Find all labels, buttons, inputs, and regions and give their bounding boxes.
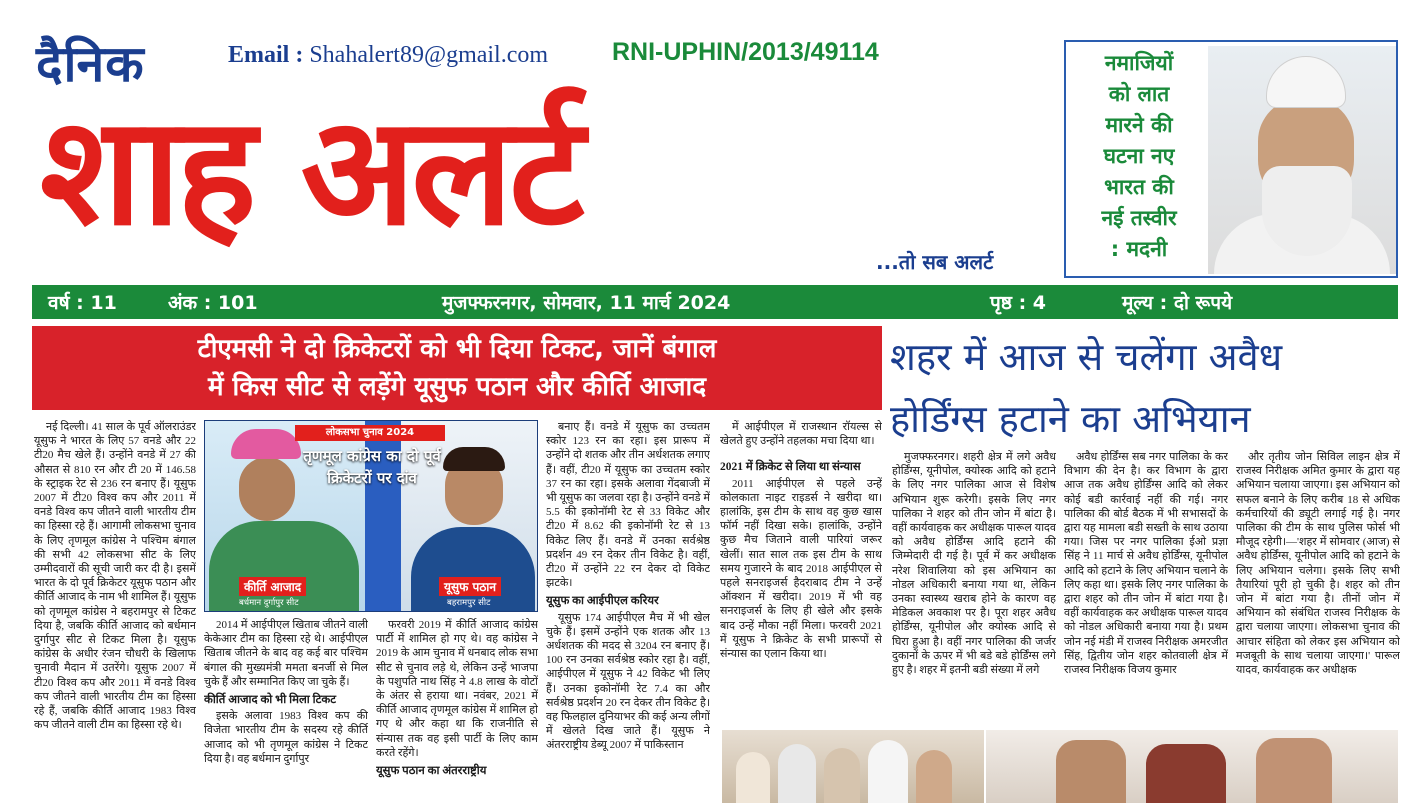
article-paragraph: नई दिल्ली। 41 साल के पूर्व ऑलराउंडर यूसुफ ने भारत के लिए 57 वनडे और 22 टी20 मैच खेले हैं। उन्होंने वनडे में 27 की औसत से 810 रन और टी 20 में 146.58 के स्ट्राइक रेट से 236 रन बनाए हैं। यूसुफ 2007 में टी20 विश्व कप और 2011 में वनडे विश्व कप जीतने वाली भारतीय टीम का हिस्सा रहे हैं। आगामी लोकसभा चुनाव के लिए तृणमूल कांग्रेस ने पश्चिम बंगाल की सभी 42 लोकसभा सीट के लिए उम्मीदवारों की सूची जारी कर दी है। इसमें भारत के दो पूर्व क्रिकेटर यूसुफ पठान और कीर्ति आजाद के नाम भी शामिल हैं। यूसुफ को तृणमूल कांग्रेस ने बहरामपुर से टिकट दिया है, जबकि कीर्ति आजाद को बर्धमान दुर्गापुर सीट से टिकट मिला है। यूसुफ कांग्रेस के अधीर रंजन चौधरी के खिलाफ चुनावी मैदान में उतरेंगे। यूसुफ 2007 में टी20 विश्व कप और 2011 में वनडे विश्व कप जीतने वाली भारतीय टीम का हिस्सा रहे हैं, जबकि कीर्ति आजाद 1983 विश्व कप जीतने वाली टीम का हिस्सा रहे थे। <box>34 421 196 732</box>
promo-photo <box>1208 46 1396 274</box>
photo-person <box>1256 738 1332 803</box>
promo-line: घटना नए <box>1103 144 1175 168</box>
article-paragraph: यूसुफ 174 आईपीएल मैच में भी खेल चुके हैं। इसमें उन्होंने एक शतक और 13 अर्धशतक की मदद से 3204 रन बनाए हैं। 100 रन उनका सर्वश्रेष्ठ स्कोर रहा है। वहीं, आईपीएल में यूसुफ ने 42 विकेट भी लिए हैं। उनका इकोनॉमी रेट 7.4 का और सर्वश्रेष्ठ प्रदर्शन 20 रन देकर तीन विकेट है। वह फिलहाल दुनियाभर की कई अन्य लीगों में खेलते दिख जाते हैं। यूसुफ ने अंतरराष्ट्रीय डेब्यू 2007 में पाकिस्तान <box>546 611 710 752</box>
lead-headline-line1: टीएमसी ने दो क्रिकेटरों को भी दिया टिकट, जानें बंगाल <box>197 334 717 364</box>
side-photo-meeting <box>986 730 1398 803</box>
side-headline[interactable] <box>890 326 1400 450</box>
photo-hair-right <box>443 447 505 471</box>
page-label: पृष्ठ : 4 <box>990 292 1047 314</box>
photo-left-name: कीर्ति आजाद <box>239 577 306 596</box>
side-column-3 <box>1236 450 1400 728</box>
side-headline-line1: शहर में आज से चलेंगा अवैध <box>890 335 1283 379</box>
lead-headline-line2: में किस सीट से लड़ेंगे यूसुफ पठान और कीर्ति आजाद <box>207 372 707 402</box>
article-paragraph: फरवरी 2019 में कीर्ति आजाद कांग्रेस पार्टी में शामिल हो गए थे। वह कांग्रेस ने 2019 के आम चुनाव में धनबाद लोक सभा सीट से चुनाव लड़े थे, लेकिन उन्हें भाजपा के पशुपति नाथ सिंह ने 4.8 लाख के वोटों के अंतर से हराया था। नवंबर, 2021 में कीर्ति आजाद तृणमूल कांग्रेस में शामिल हो गए थे और कहा था कि राजनीति से संन्यास तक वह इसी पार्टी के लिए काम करते रहेंगे। <box>376 619 538 759</box>
side-photo-group <box>722 730 984 803</box>
photo-left-seat: बर्धमान दुर्गापुर सीट <box>239 598 299 608</box>
article-subheading: 2021 में क्रिकेट से लिया था संन्यास <box>720 461 861 474</box>
article-paragraph: बनाए हैं। वनडे में यूसुफ का उच्चतम स्कोर 123 रन का रहा। इस प्रारूप में उन्होंने दो शतक और तीन अर्धशतक लगाए हैं। वहीं, टी20 में यूसुफ का उच्चतम स्कोर 37 रन का रहा। इसके अलावा गेंदबाजी में भी यूसुफ का जलवा रहा है। उन्होंने वनडे में 5.5 की इकोनॉमी रेट से 33 विकेट और टी20 में 8.62 की इकोनॉमी रेट से 13 विकेट लिए हैं। वनडे में उनका सर्वश्रेष्ठ प्रदर्शन 49 रन देकर तीन विकेट है। वहीं, टी20 में उन्होंने 22 रन देकर दो विकेट झटके। <box>546 421 710 590</box>
info-bar <box>32 285 1398 319</box>
rni-number: RNI-UPHIN/2013/49114 <box>612 38 879 66</box>
promo-line: : मदनी <box>1110 237 1168 261</box>
photo-person <box>824 748 860 803</box>
photo-person <box>916 750 952 803</box>
photo-right-seat: बहरामपुर सीट <box>447 598 491 608</box>
promo-line: को लात <box>1108 82 1170 106</box>
year-label: वर्ष : 11 <box>48 292 117 314</box>
article-subheading: यूसुफ का आईपीएल करियर <box>546 595 659 608</box>
email-address[interactable]: Shahalert89@gmail.com <box>309 42 549 68</box>
article-paragraph: अवैध होर्डिंग्स सब नगर पालिका के कर विभाग की देन है। कर विभाग के द्वारा आज तक अवैध होर्डिंग्स आदि को लेकर कोई बडी कार्रवाई नहीं की गई। नगर पालिका की बोर्ड बैठक में भी सभासदों के द्वारा यह मामला बडी सख्ती के साथ उठाया गया। जिस पर नगर पालिका ईओ प्रज्ञा सिंह ने 11 मार्च से अवैध होर्डिंग्स, यूनीपोल आदि को हटाने के लिए अभियान चलाने के लिए कहा था। इसके लिए नगर पालिका के द्वारा शहर को तीन जोन में बांटा गया है। वहीं कार्यवाहक कर अधीक्षक पारूल यादव को नोडल अधिकारी बनाया गया है। प्रथम जोन नई मंडी में राजस्व निरीक्षक अमरजीत सिंह, द्वितीय जोन शहर कोतवाली क्षेत्र में राजस्व निरीक्षक विजय कुमार <box>1064 451 1228 677</box>
photo-person <box>736 752 770 803</box>
lead-headline[interactable] <box>32 326 882 410</box>
price-label: मूल्य : दो रूपये <box>1122 292 1233 314</box>
promo-text <box>1072 48 1206 265</box>
photo-banner: लोकसभा चुनाव 2024 <box>295 425 445 441</box>
photo-title: तृणमूल कांग्रेस का दो पूर्व क्रिकेटरों पर दांव <box>303 447 441 487</box>
lead-column-2b <box>376 618 538 803</box>
photo-face-left <box>239 457 295 521</box>
promo-line: नई तस्वीर <box>1101 206 1177 230</box>
email-line <box>228 42 548 69</box>
article-paragraph: और तृतीय जोन सिविल लाइन क्षेत्र में राजस्व निरीक्षक अमित कुमार के द्वारा यह अभियान चलाया जाएगा। इस अभियान को सफल बनाने के लिए करीब 18 से अधिक कर्मचारियों की ड्यूटी लगाई गई है। नगर पालिका की टीम के साथ पुलिस फोर्स भी मौजूद रहेगी।—'शहर में सोमवार (आज) से अवैध होर्डिंग्स, यूनीपोल आदि को हटाने के लिए अभियान चलेगा। इसके लिए सभी तैयारियां पूरी हो चुकी है। शहर को तीन जोन में बांटा गया है। तीनों जोन में अभियान को संबंधित राजस्व निरीक्षक के द्वारा चलाया जाएगा। लोकसभा चुनाव की आचार संहिता को लेकर इस अभियान को मजबूती के साथ चलाया जाएगा।' पारूल यादव, कार्यवाहक कर अधीक्षक <box>1236 451 1400 677</box>
masthead <box>0 0 1427 285</box>
issue-label: अंक : 101 <box>168 292 258 314</box>
paper-name-logo: शाह अलर्ट <box>40 85 581 259</box>
article-subheading: यूसुफ पठान का अंतरराष्ट्रीय <box>376 765 487 778</box>
lead-column-2a <box>204 618 368 803</box>
promo-box[interactable] <box>1064 40 1398 278</box>
promo-line: नमाजियों <box>1104 51 1174 75</box>
promo-line: भारत की <box>1104 175 1174 199</box>
article-paragraph: 2011 आईपीएल से पहले उन्हें कोलकाता नाइट राइडर्स ने खरीदा था। हालांकि, इस टीम के साथ वह कुछ खास फॉर्म नहीं दिखा सके। हालांकि, उन्होंने कुछ मैच जिताने वाली पारियां जरूर खेलीं। सात साल तक इस टीम के साथ समय गुजारने के बाद 2018 आईपीएल से पहले सनराइजर्स हैदराबाद टीम ने उन्हें ऑक्शन में खरीदा। 2019 में भी वह सनराइजर्स के लिए ही खेले और इसके बाद उन्हें मौका नहीं मिला। फरवरी 2021 में यूसुफ ने क्रिकेट के सभी प्रारूपों से संन्यास का एलान किया था। <box>720 477 882 661</box>
article-paragraph: में आईपीएल में राजस्थान रॉयल्स से खेलते हुए उन्होंने तहलका मचा दिया था। <box>720 421 882 448</box>
article-subheading: कीर्ति आजाद को भी मिला टिकट <box>204 694 336 707</box>
article-paragraph: इसके अलावा 1983 विश्व कप की विजेता भारतीय टीम के सदस्य रहे कीर्ति आजाद को भी तृणमूल कांग्रेस ने टिकट दिया है। वह बर्धमान दुर्गापुर <box>204 710 368 765</box>
photo-person <box>778 744 816 803</box>
side-column-1 <box>892 450 1056 728</box>
article-paragraph: मुजफ्फरनगर। शहरी क्षेत्र में लगे अवैध होर्डिंग्स, यूनीपोल, क्योस्क आदि को हटाने के लिए नगर पालिका आज से विशेष अभियान शुरू करेगी। इसके लिए नगर पालिका ने शहर को तीन जोन में बांटा है। वहीं कार्यवाहक कर अधीक्षक पारूल यादव को अवैध होर्डिंग्स आदि हटाने की जिम्मेदारी दी गई है। पूर्व में कर अधीक्षक नरेश शिवालिया को इस अभियान का नोडल अधिकारी बनाया गया था, लेकिन उनका स्वास्थ्य खराब होने के कारण वह मेडिकल अवकाश पर है। पूरा शहर अवैध होर्डिंग्स, यूनीपोल और क्योस्क आदि से घिरा हुआ है। वहीं नगर पालिका की जर्जर दुकानों के ऊपर में भी बडे बडे होर्डिंग्स लगे हुए है। शहर में इतनी बडी संख्या में लगे <box>892 451 1056 677</box>
lead-column-1 <box>34 420 196 803</box>
lead-photo <box>204 420 538 612</box>
lead-column-3 <box>546 420 710 803</box>
place-date-label: मुजफ्फरनगर, सोमवार, 11 मार्च 2024 <box>442 292 731 314</box>
article-paragraph: 2014 में आईपीएल खिताब जीतने वाली केकेआर टीम का हिस्सा रहे थे। आईपीएल खिताब जीतने के बाद वह कई बार पश्चिम बंगाल की मुख्यमंत्री ममता बनर्जी से मिल चुके हैं और सम्मानित किए जा चुके हैं। <box>204 619 368 688</box>
photo-right-name: यूसुफ पठान <box>439 577 501 596</box>
photo-person <box>1146 744 1226 803</box>
side-headline-line2: होर्डिंग्स हटाने का अभियान <box>890 397 1251 441</box>
photo-beard <box>1262 166 1352 256</box>
lead-column-4 <box>720 420 882 725</box>
dainik-label: दैनिक <box>36 35 145 93</box>
side-column-2 <box>1064 450 1228 728</box>
photo-person <box>1056 740 1126 803</box>
email-label: Email : <box>228 42 304 68</box>
photo-person <box>868 740 908 803</box>
promo-line: मारने की <box>1105 113 1173 137</box>
photo-turban <box>231 429 301 459</box>
photo-cap <box>1266 56 1346 108</box>
tagline: ...तो सब अलर्ट <box>876 250 994 274</box>
